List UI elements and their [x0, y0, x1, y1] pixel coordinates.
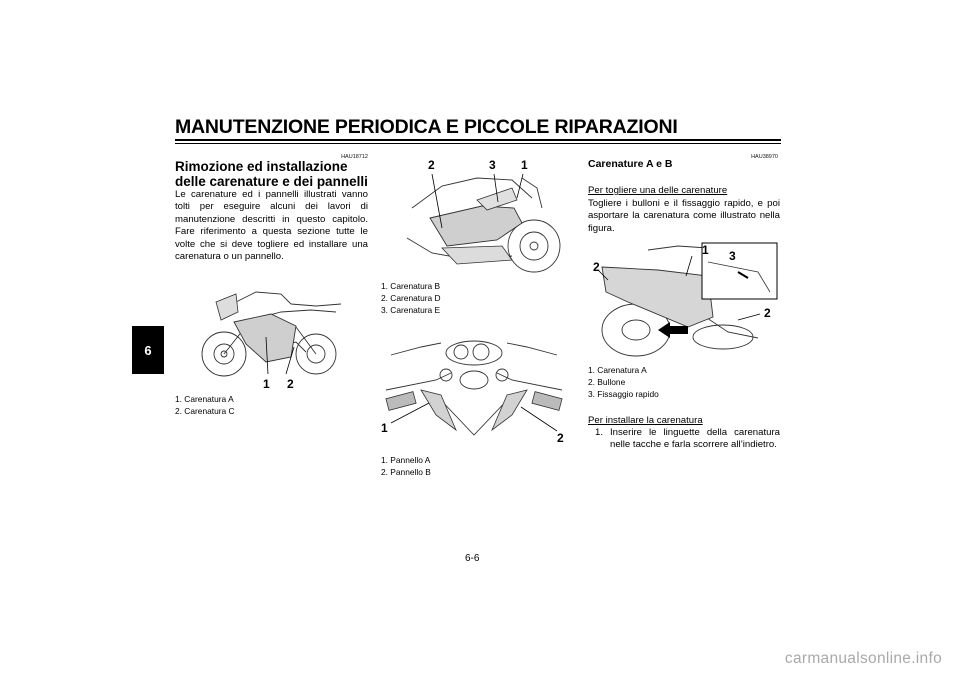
figure-callout: 2: [593, 260, 600, 274]
legend-item: 2. Pannello B: [381, 467, 431, 477]
figure-callout: 2: [428, 158, 435, 172]
fairing-removal-figure: [588, 242, 778, 360]
cockpit-figure: [381, 335, 567, 451]
subsection-heading: Carenature A e B: [588, 158, 673, 170]
procedure-title: Per installare la carenatura: [588, 415, 703, 426]
legend-item: 1. Pannello A: [381, 455, 431, 465]
legend-item: 3. Carenatura E: [381, 305, 441, 315]
step-text: Inserire le linguette della carenatura nelle tacche e farla scorrere all’indietro.: [610, 427, 780, 451]
figure-callout: 2: [764, 306, 771, 320]
figure-callout: 1: [263, 377, 270, 391]
figure-callout: 2: [287, 377, 294, 391]
section-heading: Rimozione ed installazione delle carenature e dei pannelli: [175, 159, 368, 189]
section-body: Le carenature ed i pannelli illustrati vanno tolti per eseguire alcuni dei lavori di manutenzione descritti in questo capitolo. Fare riferimento a questa sezione tutte le volte che si deve togliere ed installare una carenatura o un pannello.: [175, 189, 368, 263]
legend-item: 1. Carenatura A: [588, 365, 647, 375]
header-rule: [175, 139, 781, 141]
legend-item: 2. Bullone: [588, 377, 626, 387]
header-rule-thin: [175, 143, 781, 144]
procedure-body: Togliere i bulloni e il fissaggio rapido, e poi asportare la carenatura come illustrato nella figura.: [588, 198, 780, 234]
figure-callout: 1: [702, 243, 709, 257]
page-title: MANUTENZIONE PERIODICA E PICCOLE RIPARAZIONI: [175, 116, 678, 138]
figure-callout: 3: [489, 158, 496, 172]
legend-item: 1. Carenatura A: [175, 394, 234, 404]
legend-item: 2. Carenatura C: [175, 406, 235, 416]
section-code: HAU18712: [341, 154, 368, 160]
watermark: carmanualsonline.info: [784, 650, 942, 667]
figure-callout: 1: [381, 421, 388, 435]
figure-callout: 3: [729, 249, 736, 263]
procedure-title: Per togliere una delle carenature: [588, 185, 728, 196]
motorcycle-side-figure: [196, 282, 346, 388]
page-number: 6-6: [465, 553, 480, 564]
legend-item: 2. Carenatura D: [381, 293, 441, 303]
section-code: HAU38970: [751, 154, 778, 160]
chapter-tab: 6: [132, 326, 164, 374]
figure-callout: 2: [557, 431, 564, 445]
step-number: 1.: [595, 427, 604, 438]
legend-item: 3. Fissaggio rapido: [588, 389, 659, 399]
motorcycle-front-figure: [402, 168, 568, 276]
figure-callout: 1: [521, 158, 528, 172]
legend-item: 1. Carenatura B: [381, 281, 441, 291]
